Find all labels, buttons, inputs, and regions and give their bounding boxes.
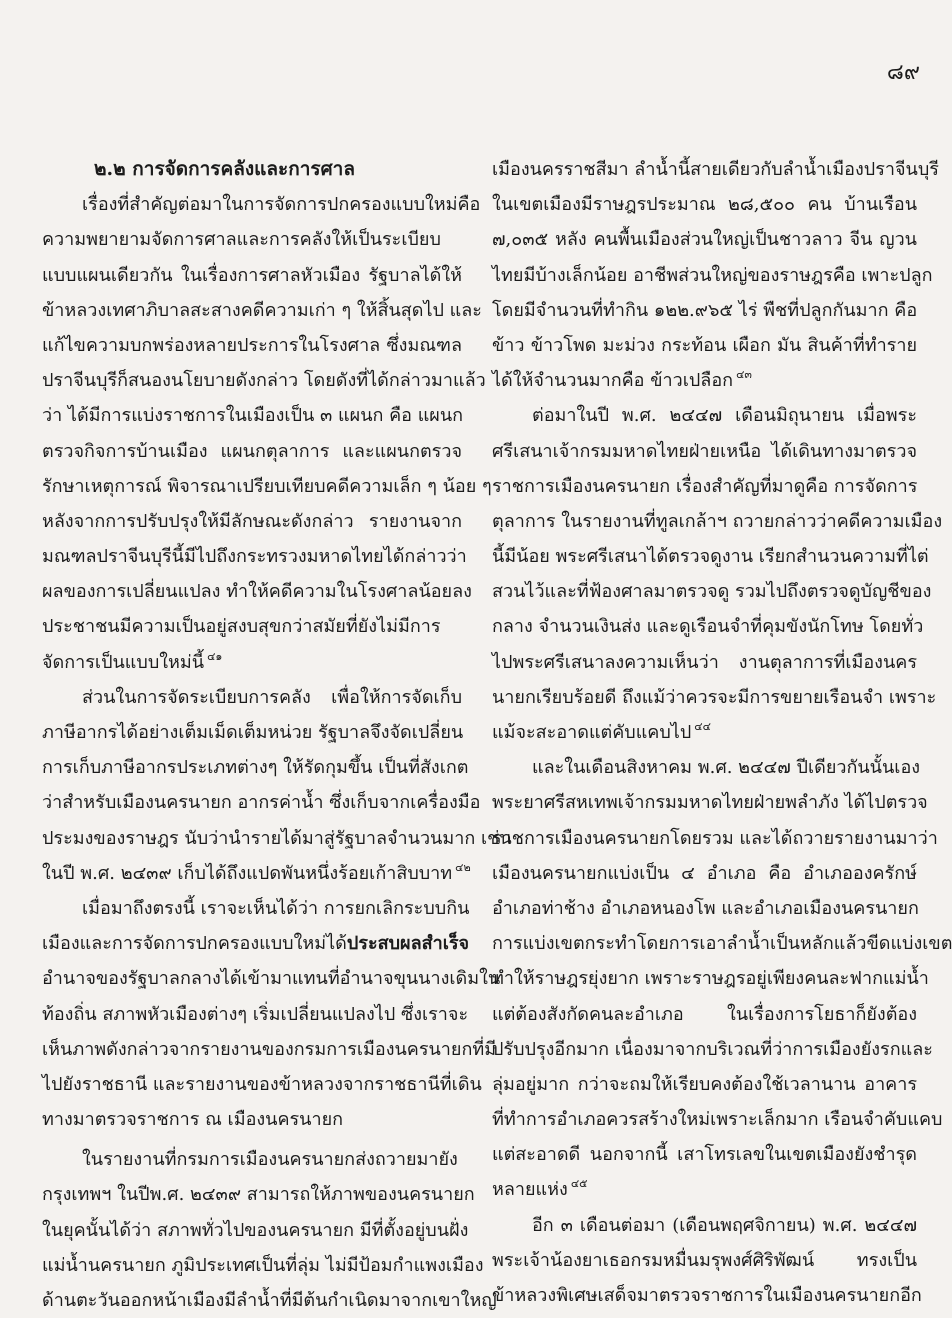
text-line [42, 997, 469, 1032]
text-line [492, 926, 952, 961]
line-text: ทางมาตรวจราชการ ณ เมืองนครนายก [42, 1109, 344, 1131]
line-text: ปราจีนบุรีก็สนองนโยบายดังกล่าว โดยดังที่ได้กล่าวมาแล้ว [42, 370, 486, 392]
text-line [42, 891, 470, 926]
line-text: ว่าสำหรับเมืองนครนายก อากรค่าน้ำ ซึ่งเก็บจากเครื่องมือ [42, 792, 481, 814]
line-text: แก้ไขความบกพร่องหลายประการในโรงศาล ซึ่งมณฑล [42, 334, 462, 356]
line-text: ทำให้ราษฎรยุ่งยาก เพราะราษฎรอยู่เพียงคนละฟากแม่น้ำ [492, 968, 929, 990]
line-text: ๗,๐๓๕ หลัง คนพื้นเมืองส่วนใหญ่เป็นชาวลาว จีน ญวน [492, 229, 917, 251]
text-line [42, 328, 462, 363]
line-text: ผลของการเปลี่ยนแปลง ทำให้คดีความในโรงศาลน้อยลง [42, 581, 472, 603]
text-line [492, 152, 939, 187]
text-line [42, 469, 492, 504]
line-text: เมืองนครราชสีมา ลำน้ำนี้สายเดียวกับลำน้ำเมืองปราจีนบุรี [492, 159, 939, 180]
line-text: ข้าว ข้าวโพด มะม่วง กระท้อน เผือก มัน สินค้าที่ทำราย [492, 334, 917, 356]
line-text: เรื่องที่สำคัญต่อมาในการจัดการปกครองแบบใหม่คือ [82, 194, 481, 216]
text-line [42, 1142, 462, 1177]
text-line [42, 821, 512, 856]
text-line [42, 715, 462, 750]
text-line [42, 1177, 475, 1212]
text-line [492, 750, 921, 785]
text-line [492, 469, 917, 504]
text-line [42, 856, 471, 891]
line-text: ๒.๒ การจัดการคลังและการศาล [94, 158, 355, 180]
section-heading [42, 152, 462, 187]
line-text: ปรับปรุงอีกมาก เนื่องมาจากบริเวณที่ว่าการเมืองยังรกและ [492, 1038, 933, 1060]
emphasized-text: ประสบผลสำเร็จ [346, 933, 470, 955]
line-text: แต่สะอาดดี นอกจากนี้ เสาโทรเลขในเขตเมืองยังชำรุด [492, 1144, 917, 1166]
text-line [492, 1137, 917, 1172]
text-line [42, 750, 469, 785]
text-line [42, 293, 482, 328]
text-line [492, 1208, 917, 1243]
line-text: ความพยายามจัดการศาลและการคลังให้เป็นระเบียบ [42, 229, 441, 251]
text-line [42, 363, 486, 398]
line-text: ประมงของราษฎร นับว่านำรายได้มาสู่รัฐบาลจำนวนมาก เช่น [42, 827, 512, 849]
line-text: ภาษีอากรได้อย่างเต็มเม็ดเต็มหน่วย รัฐบาลจึงจัดเปลี่ยน [42, 722, 464, 743]
text-line [42, 434, 462, 469]
text-line [492, 363, 917, 398]
line-text: ตรวจกิจการบ้านเมือง แผนกตุลาการ และแผนกตรวจ [42, 440, 462, 462]
text-line [42, 1032, 497, 1067]
line-text: โดยมีจำนวนที่ทำกิน ๑๒๒.๙๖๕ ไร่ พืชที่ปลูกกันมาก คือ [492, 299, 918, 321]
line-text: เมืองนครนายกแบ่งเป็น ๔ อำเภอ คือ อำเภอองครักษ์ [492, 862, 917, 884]
line-text: ข้าหลวงเทศาภิบาลสะสางคดีความเก่า ๆ ให้สิ้นสุดไป และ [42, 299, 482, 321]
text-line [42, 609, 462, 644]
text-line [492, 293, 917, 328]
text-line [42, 1102, 462, 1137]
line-text: เห็นภาพดังกล่าวจากรายงานของกรมการเมืองนครนายกที่มี [42, 1038, 497, 1060]
text-line [42, 398, 462, 433]
line-text: กรุงเทพฯ ในปีพ.ศ. ๒๔๓๙ สามารถให้ภาพของนครนายก [42, 1184, 475, 1206]
line-text: จัดการเป็นแบบใหม่นี้ [42, 651, 205, 673]
footnote-marker: ๔๑ [207, 649, 223, 663]
line-text: ส่วนในการจัดระเบียบการคลัง เพื่อให้การจัดเก็บ [82, 686, 462, 708]
line-text: หลังจากการปรับปรุงให้มีลักษณะดังกล่าว รายงานจาก [42, 510, 462, 532]
line-text: ราชการเมืองนครนายก เรื่องสำคัญที่มาดูคือ การจัดการ [492, 475, 918, 497]
text-line [42, 1248, 484, 1283]
line-text: แต่ต้องสังกัดคนละอำเภอ ในเรื่องการโยธาก็ยังต้อง [492, 1003, 917, 1025]
line-text: ประชาชนมีความเป็นอยู่สงบสุขกว่าสมัยที่ยังไม่มีการ [42, 616, 441, 638]
line-text: ในปี พ.ศ. ๒๔๓๙ เก็บได้ถึงแปดพันหนึ่งร้อยเก้าสิบบาท [42, 862, 453, 884]
line-text: การเก็บภาษีอากรประเภทต่างๆ ให้รัดกุมขึ้น เป็นที่สังเกต [42, 757, 469, 779]
line-text: พระเจ้าน้องยาเธอกรมหมื่นมรุพงศ์ศิริพัฒน์ ทรงเป็น [492, 1249, 917, 1271]
line-text: พระยาศรีสหเทพเจ้ากรมมหาดไทยฝ่ายพลำภัง ได้ไปตรวจ [492, 792, 928, 814]
text-line [42, 574, 472, 609]
text-line [492, 997, 917, 1032]
line-text: เมื่อมาถึงตรงนี้ เราจะเห็นได้ว่า การยกเลิกระบบกิน [82, 897, 470, 919]
text-line [492, 609, 924, 644]
page-number: ๘๙ [886, 60, 920, 85]
text-line [42, 1067, 482, 1102]
text-line [492, 856, 917, 891]
text-line [42, 539, 467, 574]
text-line [492, 1243, 917, 1278]
line-text: ในเขตเมืองมีราษฎรประมาณ ๒๘,๕๐๐ คน บ้านเรือน [492, 194, 917, 216]
line-text: ได้ให้จำนวนมากคือ ข้าวเปลือก [492, 370, 734, 392]
line-text: แม้จะสะอาดแต่คับแคบไป [492, 722, 692, 743]
text-line [492, 1278, 922, 1313]
text-line [42, 680, 462, 715]
line-text: ลุ่มอยู่มาก กว่าจะถมให้เรียบคงต้องใช้เวลานาน อาคาร [492, 1073, 917, 1095]
left-column [42, 152, 512, 1318]
text-line [492, 434, 917, 469]
footnote-marker: ๔๒ [455, 860, 471, 874]
text-line [42, 187, 481, 222]
text-line [492, 821, 938, 856]
text-line [42, 785, 481, 820]
text-line [492, 715, 917, 750]
text-line [42, 926, 470, 961]
line-text: ที่ทำการอำเภอควรสร้างใหม่เพราะเล็กมาก เรือนจำคับแคบ [492, 1109, 943, 1131]
line-text: นายกเรียบร้อยดี ถึงแม้ว่าควรจะมีการขยายเรือนจำ เพราะ [492, 686, 937, 708]
line-text: กลาง จำนวนเงินส่ง และดูเรือนจำที่คุมขังนักโทษ โดยทั่ว [492, 616, 924, 638]
footnote-marker: ๔๔ [694, 720, 711, 733]
line-text: สวนไว้และที่ฟ้องศาลมาตรวจดู รวมไปถึงตรวจดูบัญชีของ [492, 581, 932, 603]
text-line [492, 1102, 943, 1137]
line-text: ต่อมาในปี พ.ศ. ๒๔๔๗ เดือนมิถุนายน เมื่อพระ [532, 405, 917, 427]
line-text: อำเภอท่าช้าง อำเภอหนองโพ และอำเภอเมืองนครนายก [492, 897, 919, 919]
text-line [492, 398, 917, 433]
line-text: ศรีเสนาเจ้ากรมมหาดไทยฝ่ายเหนือ ได้เดินทางมาตรวจ [492, 440, 917, 462]
line-text: ข้าหลวงพิเศษเสด็จมาตรวจราชการในเมืองนครนายกอีก [492, 1285, 922, 1306]
text-line [42, 961, 501, 996]
text-line [42, 1213, 469, 1248]
text-line [42, 504, 462, 539]
text-line [492, 680, 937, 715]
line-text: และในเดือนสิงหาคม พ.ศ. ๒๔๔๗ ปีเดียวกันนั้นเอง [532, 757, 921, 779]
text-line [492, 328, 917, 363]
text-line [492, 504, 943, 539]
footnote-marker: ๔๕ [570, 1177, 588, 1191]
right-column [492, 152, 952, 1313]
line-text: ในยุคนั้นได้ว่า สภาพทั่วไปของนครนายก มีที่ตั้งอยู่บนฝั่ง [42, 1219, 469, 1241]
text-line [492, 1172, 917, 1207]
line-text: แบบแผนเดียวกัน ในเรื่องการศาลหัวเมือง รัฐบาลได้ให้ [42, 264, 462, 286]
text-line [492, 574, 932, 609]
text-line [492, 785, 928, 820]
text-line [492, 222, 917, 257]
line-text: นี้มีน้อย พระศรีเสนาได้ตรวจดูงาน เรียกสำนวนความที่ไต่ [492, 546, 929, 568]
line-text: หลายแห่ง [492, 1179, 568, 1201]
line-text: ในรายงานที่กรมการเมืองนครนายกส่งถวายมายัง [82, 1149, 458, 1171]
text-line [492, 539, 929, 574]
text-line [492, 258, 933, 293]
line-text: อำนาจของรัฐบาลกลางได้เข้ามาแทนที่อำนาจขุนนางเดิมใน [42, 968, 501, 990]
text-line [42, 258, 462, 293]
line-text: ว่า ได้มีการแบ่งราชการในเมืองเป็น ๓ แผนก คือ แผนก [42, 405, 464, 427]
line-text: ราชการเมืองนครนายกโดยรวม และได้ถวายรายงานมาว่า [492, 827, 938, 849]
text-line [492, 891, 917, 926]
line-text: ด้านตะวันออกหน้าเมืองมีลำน้ำที่มีต้นกำเนิดมาจากเขาใหญ่ [42, 1290, 497, 1311]
line-text: อีก ๓ เดือนต่อมา (เดือนพฤศจิกายน) พ.ศ. ๒๔๔๗ [532, 1214, 917, 1236]
line-text: ท้องถิ่น สภาพหัวเมืองต่างๆ เริ่มเปลี่ยนแปลงไป ซึ่งเราจะ [42, 1003, 469, 1025]
line-text: ไทยมีบ้างเล็กน้อย อาชีพส่วนใหญ่ของราษฎรคือ เพาะปลูก [492, 264, 933, 286]
line-text: การแบ่งเขตกระทำโดยการเอาลำน้ำเป็นหลักแล้วขีดแบ่งเขต [492, 933, 952, 955]
text-line [492, 645, 917, 680]
line-text: ตุลาการ ในรายงานที่ทูลเกล้าฯ ถวายกล่าวว่าคดีความเมือง [492, 510, 943, 532]
text-line [42, 1283, 497, 1318]
footnote-marker: ๔๓ [736, 368, 752, 382]
text-line [492, 187, 917, 222]
line-text: แม่น้ำนครนายก ภูมิประเทศเป็นที่ลุ่ม ไม่มีป้อมกำแพงเมือง [42, 1254, 484, 1276]
line-text: เมืองและการจัดการปกครองแบบใหม่ได้ [42, 933, 347, 955]
line-text: รักษาเหตุการณ์ พิจารณาเปรียบเทียบคดีความเล็ก ๆ น้อย ๆ [42, 475, 492, 497]
text-line [492, 961, 929, 996]
text-line [42, 222, 462, 257]
text-line [42, 645, 462, 680]
line-text: มณฑลปราจีนบุรีนี้มีไปถึงกระทรวงมหาดไทยได้กล่าวว่า [42, 546, 467, 568]
text-line [492, 1032, 933, 1067]
line-text: ไปยังราชธานี และรายงานของข้าหลวงจากราชธานีที่เดิน [42, 1073, 482, 1095]
text-line [492, 1067, 917, 1102]
line-text: ไปพระศรีเสนาลงความเห็นว่า งานตุลาการที่เมืองนคร [492, 651, 917, 673]
